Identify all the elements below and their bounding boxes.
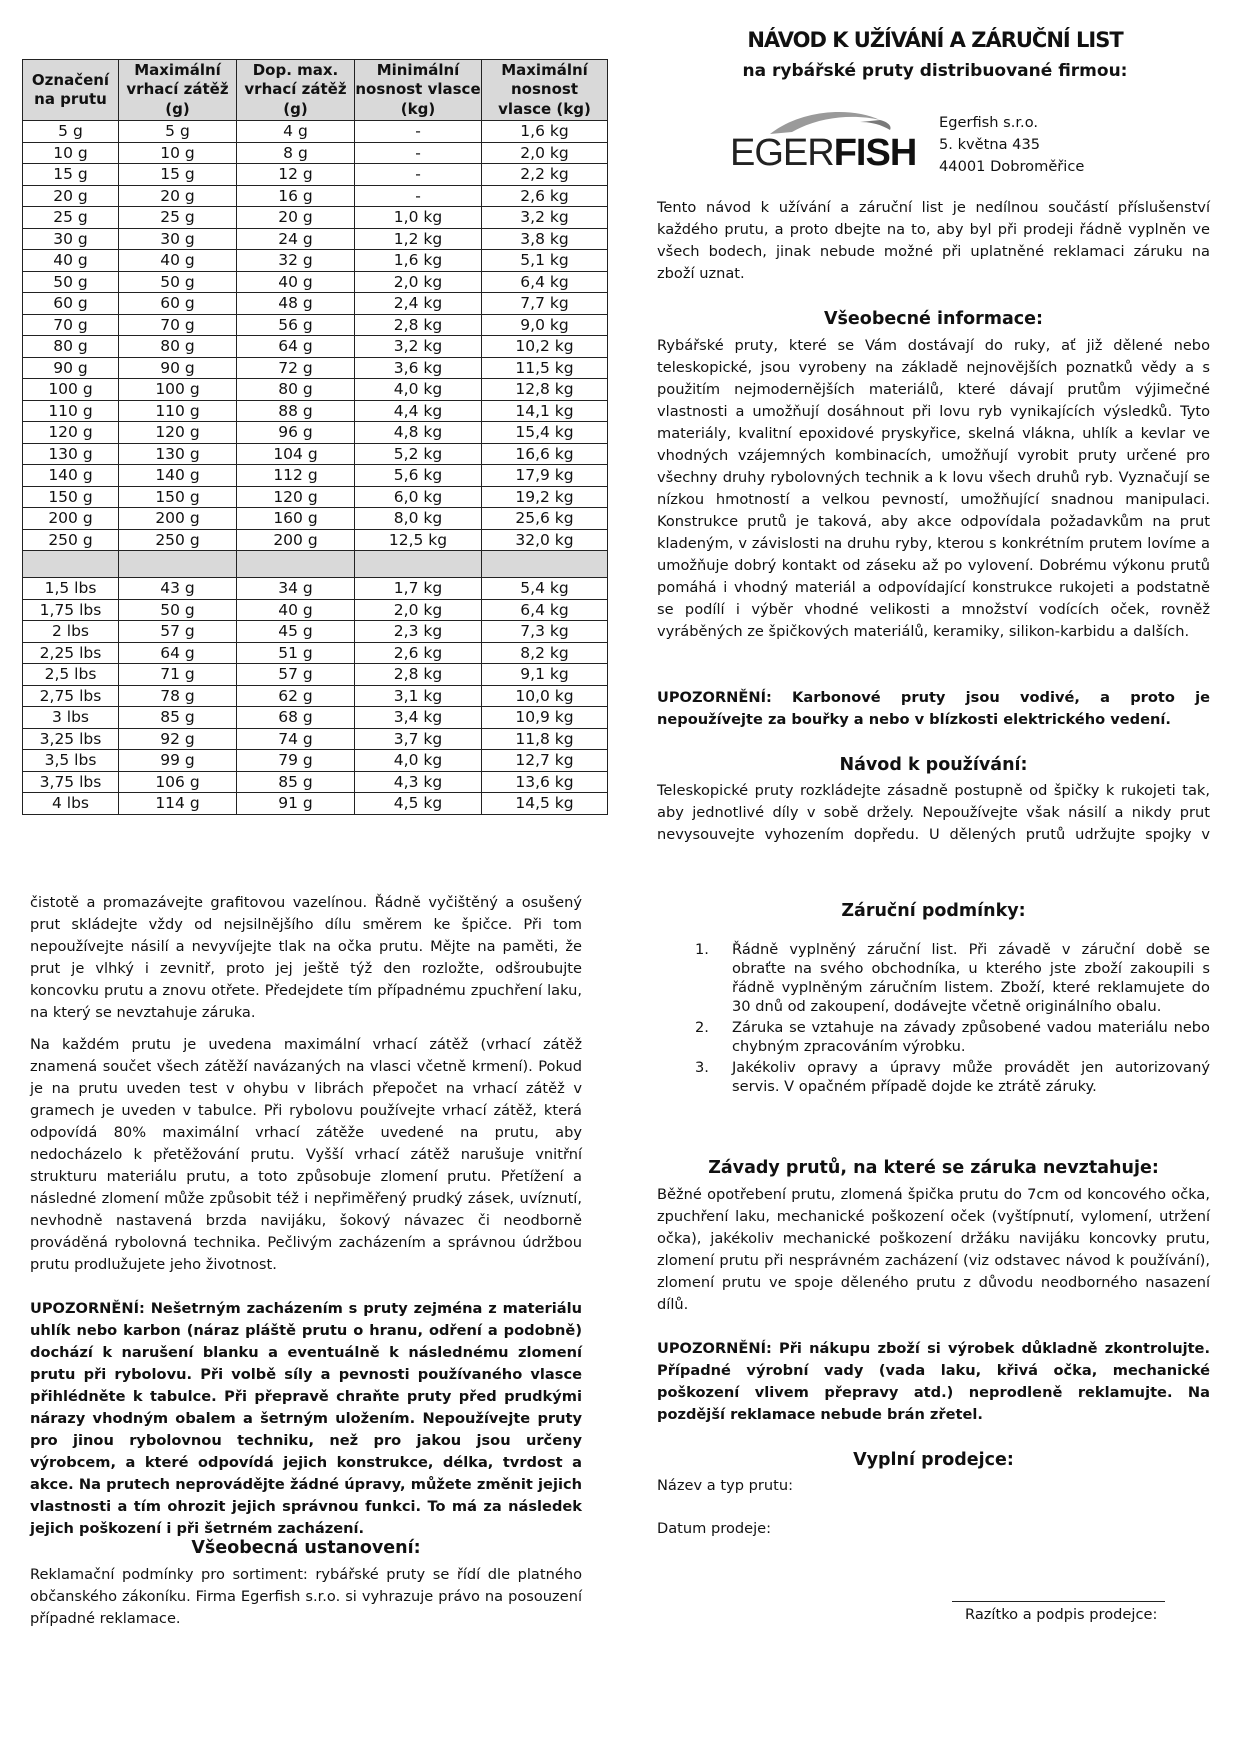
table-cell: 2,4 kg [355,293,482,315]
table-row [23,793,608,815]
company-address [939,112,1084,178]
table-row [23,728,608,750]
table-cell: 16 g [237,185,355,207]
table-cell: 5,4 kg [482,578,608,600]
table-cell: 1,2 kg [355,228,482,250]
table-cell: 160 g [237,508,355,530]
table-cell: 50 g [119,599,237,621]
general-provisions-paragraph: Reklamační podmínky pro sortiment: rybářské pruty se řídí dle platného občanského zákoníku. Firma Egerfish s.r.o. si vyhrazuje právo na posouzení případné reklamace. [30,1566,582,1627]
table-cell: 62 g [237,685,355,707]
sale-date-label: Datum prodeje: [657,1520,772,1537]
table-cell: 12,8 kg [482,379,608,401]
table-row [23,771,608,793]
table-cell: 110 g [23,400,119,422]
table-cell: 15,4 kg [482,422,608,444]
table-cell: - [355,185,482,207]
table-cell: 12 g [237,164,355,186]
table-row [23,314,608,336]
table-cell: 5,6 kg [355,465,482,487]
table-cell: 12,7 kg [482,750,608,772]
table-cell: 5,1 kg [482,250,608,272]
table-cell: 2,5 lbs [23,664,119,686]
table-cell: 120 g [237,486,355,508]
table-cell: 4,3 kg [355,771,482,793]
table-cell: 92 g [119,728,237,750]
table-cell: 57 g [119,621,237,643]
table-cell: 11,5 kg [482,357,608,379]
table-cell: 5 g [119,121,237,143]
table-cell: 16,6 kg [482,443,608,465]
table-row [23,228,608,250]
logo-text-bold: FISH [833,132,917,174]
table-cell: 6,4 kg [482,599,608,621]
table-cell: 51 g [237,642,355,664]
table-cell: 64 g [119,642,237,664]
table-cell: 5 g [23,121,119,143]
table-cell: 30 g [119,228,237,250]
usage-paragraph-3: Na každém prutu je uvedena maximální vrhací zátěž (vrhací zátěž znamená součet všech zátěží navázaných na vlasci včetně krmení). Pokud je na prutu uveden test v ohybu v librách přepočet na vrhací zátěž v gramech je uveden v tabulce. Při rybolovu používejte vrhací zátěž, která odpovídá 80% maximální vrhací zátěže uvedené na prutu, aby nedocházelo k přetěžování prutu. Vyšší vrhací zátěž narušuje vnitřní strukturu materiálu prutu, a toto způsobuje zlomení prutu. Přetížení a následné zlomení může způsobit též i nepřiměřený prudký zásek, uvíznutí, nevhodně nastavená brzda navijáku, šokový návazec či neodborně prováděná rybolovná technika. Pečlivým zacházením a správnou údržbou prutu prodlužujete jeho životnost. [30,1036,582,1273]
table-cell: 12,5 kg [355,529,482,551]
table-cell: 91 g [237,793,355,815]
table-cell: 3,75 lbs [23,771,119,793]
table-cell: 2,6 kg [482,185,608,207]
table-cell: 9,0 kg [482,314,608,336]
table-cell: 14,5 kg [482,793,608,815]
table-row [23,400,608,422]
table-cell: 3,2 kg [355,336,482,358]
table-cell: 120 g [119,422,237,444]
table-row [23,642,608,664]
table-cell: 4,5 kg [355,793,482,815]
table-cell: 40 g [119,250,237,272]
table-cell: 7,3 kg [482,621,608,643]
table-cell: 100 g [23,379,119,401]
table-cell: 2,0 kg [482,142,608,164]
table-cell: 3,2 kg [482,207,608,229]
table-cell: 1,75 lbs [23,599,119,621]
rod-name-label: Název a typ prutu: [657,1477,794,1494]
table-cell: 2,8 kg [355,664,482,686]
separator-cell [482,551,608,578]
table-cell: 11,8 kg [482,728,608,750]
table-row [23,379,608,401]
table-cell: 120 g [23,422,119,444]
table-cell: 15 g [119,164,237,186]
table-cell: 2,6 kg [355,642,482,664]
table-cell: 40 g [237,599,355,621]
table-cell: 48 g [237,293,355,315]
table-cell: 13,6 kg [482,771,608,793]
table-cell: 10,0 kg [482,685,608,707]
table-cell: 15 g [23,164,119,186]
rod-spec-table [22,59,608,815]
usage-paragraph-2: čistotě a promazávejte grafitovou vazelínou. Řádně vyčištěný a osušený prut skládejte vždy od nejsilnějšího dílu směrem ke špičce. Při tom nepoužívejte násilí a nevyvíjejte tlak na očka prutu. Mějte na paměti, že prut je vlhký i zevnitř, proto jej ještě týž den rozložte, odšroubujte koncovku prutu a znovu otřete. Předejdete tím případnému zpuchření laku, na který se nevztahuje záruka. [30,894,582,1021]
table-cell: 80 g [119,336,237,358]
table-cell: 4,0 kg [355,379,482,401]
table-header-row [23,60,608,121]
table-cell: 3,8 kg [482,228,608,250]
seller-heading: Vyplní prodejce: [853,1450,1014,1470]
table-cell: 1,5 lbs [23,578,119,600]
table-cell: 60 g [119,293,237,315]
table-cell: 150 g [23,486,119,508]
table-cell: 17,9 kg [482,465,608,487]
table-row [23,465,608,487]
exclusions-heading: Závady prutů, na které se záruka nevztahuje: [708,1158,1159,1178]
table-cell: - [355,121,482,143]
table-cell: 80 g [237,379,355,401]
table-cell: 1,7 kg [355,578,482,600]
table-row [23,121,608,143]
table-row [23,664,608,686]
table-cell: 150 g [119,486,237,508]
table-cell: 60 g [23,293,119,315]
table-cell: 140 g [23,465,119,487]
table-row [23,486,608,508]
table-row [23,443,608,465]
table-cell: 85 g [237,771,355,793]
table-cell: 4,0 kg [355,750,482,772]
table-cell: 7,7 kg [482,293,608,315]
table-cell: 3,7 kg [355,728,482,750]
warning-conductive: UPOZORNĚNÍ: Karbonové pruty jsou vodivé, a proto je nepoužívejte za bouřky a nebo v blízkosti elektrického vedení. [657,689,1210,728]
table-cell: 99 g [119,750,237,772]
signature-line [952,1601,1165,1602]
usage-heading: Návod k používání: [839,755,1028,775]
table-cell: 100 g [119,379,237,401]
company-name: Egerfish s.r.o. [939,114,1038,131]
general-provisions-heading: Všeobecná ustanovení: [191,1538,421,1558]
table-cell: 8 g [237,142,355,164]
table-cell: 25 g [119,207,237,229]
document-title: NÁVOD K UŽÍVÁNÍ A ZÁRUČNÍ LIST [747,28,1123,52]
table-cell: 3,1 kg [355,685,482,707]
warning-handling: UPOZORNĚNÍ: Nešetrným zacházením s pruty zejména z materiálu uhlík nebo karbon (náraz pláště prutu o hranu, odření a podobně) dochází k narušení blanku a eventuálně k následnému zlomení prutu při rybolovu. Při volbě síly a pevnosti používaného vlasce přihlédněte k tabulce. Při přepravě chraňte pruty před prudkými nárazy vhodným obalem a šetrným uložením. Nepoužívejte pruty pro jinou rybolovnou techniku, než pro jakou jsou určeny výrobcem, a které odpovídá jejich konstrukce, délka, tvrdost a akce. Na prutech neprovádějte žádné úpravy, můžete změnit jejich vlastnosti a tím ohrozit jejich správnou funkci. To má za následek jejich poškození i při šetrném zacházení. [30,1300,582,1537]
table-cell: 5,2 kg [355,443,482,465]
table-cell: 40 g [23,250,119,272]
table-cell: 4 lbs [23,793,119,815]
separator-cell [237,551,355,578]
table-cell: 250 g [119,529,237,551]
table-cell: 88 g [237,400,355,422]
table-cell: 24 g [237,228,355,250]
table-cell: 34 g [237,578,355,600]
table-row [23,336,608,358]
table-row [23,599,608,621]
table-cell: 80 g [23,336,119,358]
table-row [23,707,608,729]
table-cell: 64 g [237,336,355,358]
table-cell: 200 g [23,508,119,530]
warranty-heading: Záruční podmínky: [841,901,1026,921]
table-cell: 71 g [119,664,237,686]
table-cell: 200 g [119,508,237,530]
table-cell: 78 g [119,685,237,707]
table-cell: 14,1 kg [482,400,608,422]
table-cell: 10,9 kg [482,707,608,729]
table-cell: 85 g [119,707,237,729]
exclusions-paragraph: Běžné opotřebení prutu, zlomená špička prutu do 7cm od koncového očka, zpuchření laku, mechanické poškození oček (vyštípnutí, vylomení, utržení očka), jakékoliv mechanické poškození držáku navijáku koncovky prutu, zlomení prutu při nesprávném zacházení (viz odstavec návod k používání), zlomení prutu ve spoje děleného prutu z důvodu neodborného nasazení dílů. [657,1186,1210,1313]
table-cell: 2,3 kg [355,621,482,643]
table-cell: 130 g [23,443,119,465]
document-subtitle: na rybářské pruty distribuované firmou: [742,61,1128,81]
table-cell: 2,0 kg [355,271,482,293]
table-row [23,250,608,272]
table-cell: 30 g [23,228,119,250]
table-cell: 3 lbs [23,707,119,729]
table-cell: 25,6 kg [482,508,608,530]
table-cell: 10,2 kg [482,336,608,358]
col-header-max-line: Maximální nosnost vlasce (kg) [482,60,608,121]
table-row [23,508,608,530]
table-cell: 96 g [237,422,355,444]
warranty-item: 2. Záruka se vztahuje na závady způsobené vadou materiálu nebo chybným zpracováním výrobku. [695,1019,1210,1055]
table-cell: 10 g [119,142,237,164]
egerfish-logo [730,108,920,178]
logo-text-light: EGER [730,132,834,174]
table-cell: 50 g [119,271,237,293]
table-row [23,164,608,186]
table-cell: 2,8 kg [355,314,482,336]
table-cell: 9,1 kg [482,664,608,686]
table-row [23,357,608,379]
table-cell: 20 g [237,207,355,229]
general-info-paragraph: Rybářské pruty, které se Vám dostávají do ruky, ať již dělené nebo teleskopické, jsou vyrobeny na základě nejnovějších poznatků vědy a s použitím nejmodernějších materiálů, které dávají prutům výjimečné vlastnosti a umožňují dosáhnout při lovu ryb vynikajících výsledků. Tyto materiály, kvalitní epoxidové pryskyřice, skelná vlákna, uhlík a kevlar ve vhodných vzájemných kombinacích, umožňují vyrobit pruty určené pro všechny druhy rybolovných technik a k lovu všech druhů ryb. Vyznačují se nízkou hmotností a velkou pevností, umožňující snadnou manipulaci. Konstrukce prutů je taková, aby akce odpovídala požadavkům na prut kladeným, v závislosti na druhu ryby, kterou s konkrétním prutem lovíme a umožňuje dobrý kontakt od záseku až po vylovení. Dobrému výkonu prutů pomáhá i vhodný materiál a odpovídající konstrukce rukojeti a podstatně se podílí i výběr vhodné velikosti a množství vodících oček, rovněž vyráběných ze špičkových materiálů, keramiky, silikon-karbidu a dalších. [657,337,1210,640]
table-cell: 10 g [23,142,119,164]
col-header-marking: Označení na prutu [23,60,119,121]
table-cell: 2,2 kg [482,164,608,186]
table-row [23,621,608,643]
table-cell: 104 g [237,443,355,465]
table-cell: - [355,164,482,186]
table-row [23,142,608,164]
table-cell: - [355,142,482,164]
col-header-max-cast: Maximální vrhací zátěž (g) [119,60,237,121]
table-cell: 1,0 kg [355,207,482,229]
table-cell: 43 g [119,578,237,600]
table-cell: 4 g [237,121,355,143]
table-cell: 200 g [237,529,355,551]
warning-inspection: UPOZORNĚNÍ: Při nákupu zboží si výrobek důkladně zkontrolujte. Případné výrobní vady (vada laku, křivá očka, mechanické poškození vlivem přepravy atd.) neprodleně reklamujte. Na pozdější reklamace nebude brán zřetel. [657,1340,1210,1423]
table-cell: 3,5 lbs [23,750,119,772]
table-cell: 20 g [119,185,237,207]
table-cell: 56 g [237,314,355,336]
table-cell: 25 g [23,207,119,229]
table-cell: 2,25 lbs [23,642,119,664]
col-header-min-line: Minimální nosnost vlasce (kg) [355,60,482,121]
table-row [23,271,608,293]
general-info-heading: Všeobecné informace: [823,309,1044,329]
table-cell: 90 g [119,357,237,379]
table-cell: 110 g [119,400,237,422]
table-cell: 250 g [23,529,119,551]
table-cell: 74 g [237,728,355,750]
table-cell: 90 g [23,357,119,379]
table-row [23,685,608,707]
table-cell: 114 g [119,793,237,815]
stamp-signature-label: Razítko a podpis prodejce: [965,1606,1158,1623]
table-row [23,185,608,207]
table-cell: 4,4 kg [355,400,482,422]
table-row [23,293,608,315]
intro-paragraph: Tento návod k užívání a záruční list je nedílnou součástí příslušenství každého prutu, a proto dbejte na to, aby byl při prodeji řádně vyplněn ve všech bodech, jinak nebude možné při uplatněné reklamaci záruku na zboží uznat. [657,199,1210,282]
table-row [23,529,608,551]
table-cell: 70 g [23,314,119,336]
table-cell: 79 g [237,750,355,772]
table-cell: 20 g [23,185,119,207]
table-cell: 3,25 lbs [23,728,119,750]
table-cell: 2 lbs [23,621,119,643]
table-cell: 6,0 kg [355,486,482,508]
table-cell: 40 g [237,271,355,293]
table-cell: 2,75 lbs [23,685,119,707]
warranty-list [657,940,1210,1098]
table-cell: 3,4 kg [355,707,482,729]
table-cell: 8,0 kg [355,508,482,530]
col-header-rec-cast: Dop. max. vrhací zátěž (g) [237,60,355,121]
warranty-item: 1. Řádně vyplněný záruční list. Při závadě v záruční době se obraťte na svého obchodníka, u kterého jste zboží zakoupili s řádně vyplněným záručním listem. Zboží, které reklamujete do 30 dnů od zakoupení, dodávejte včetně originálního obalu. [695,941,1210,1015]
table-row [23,422,608,444]
table-cell: 50 g [23,271,119,293]
table-cell: 19,2 kg [482,486,608,508]
warranty-item: 3. Jakékoliv opravy a úpravy může provádět jen autorizovaný servis. V opačném případě dojde ke ztrátě záruky. [695,1059,1210,1095]
table-separator-row [23,551,608,578]
table-cell: 32,0 kg [482,529,608,551]
table-cell: 112 g [237,465,355,487]
table-cell: 106 g [119,771,237,793]
usage-paragraph-1: Teleskopické pruty rozkládejte zásadně postupně od špičky k rukojeti tak, aby jednotlivé díly v sobě držely. Nepoužívejte však násilí a nikdy prut nevysouvejte vyhozením dopředu. U dělených prutů udržujte spojky v [657,782,1210,843]
company-street: 5. května 435 [939,136,1041,153]
table-cell: 1,6 kg [482,121,608,143]
table-cell: 3,6 kg [355,357,482,379]
separator-cell [119,551,237,578]
table-cell: 6,4 kg [482,271,608,293]
table-row [23,207,608,229]
table-cell: 140 g [119,465,237,487]
table-row [23,750,608,772]
table-cell: 70 g [119,314,237,336]
table-cell: 2,0 kg [355,599,482,621]
table-cell: 57 g [237,664,355,686]
table-cell: 72 g [237,357,355,379]
table-cell: 68 g [237,707,355,729]
table-row [23,578,608,600]
company-city: 44001 Dobroměřice [939,158,1085,175]
separator-cell [355,551,482,578]
table-cell: 45 g [237,621,355,643]
table-cell: 32 g [237,250,355,272]
table-cell: 8,2 kg [482,642,608,664]
table-cell: 4,8 kg [355,422,482,444]
separator-cell [23,551,119,578]
table-cell: 130 g [119,443,237,465]
table-cell: 1,6 kg [355,250,482,272]
